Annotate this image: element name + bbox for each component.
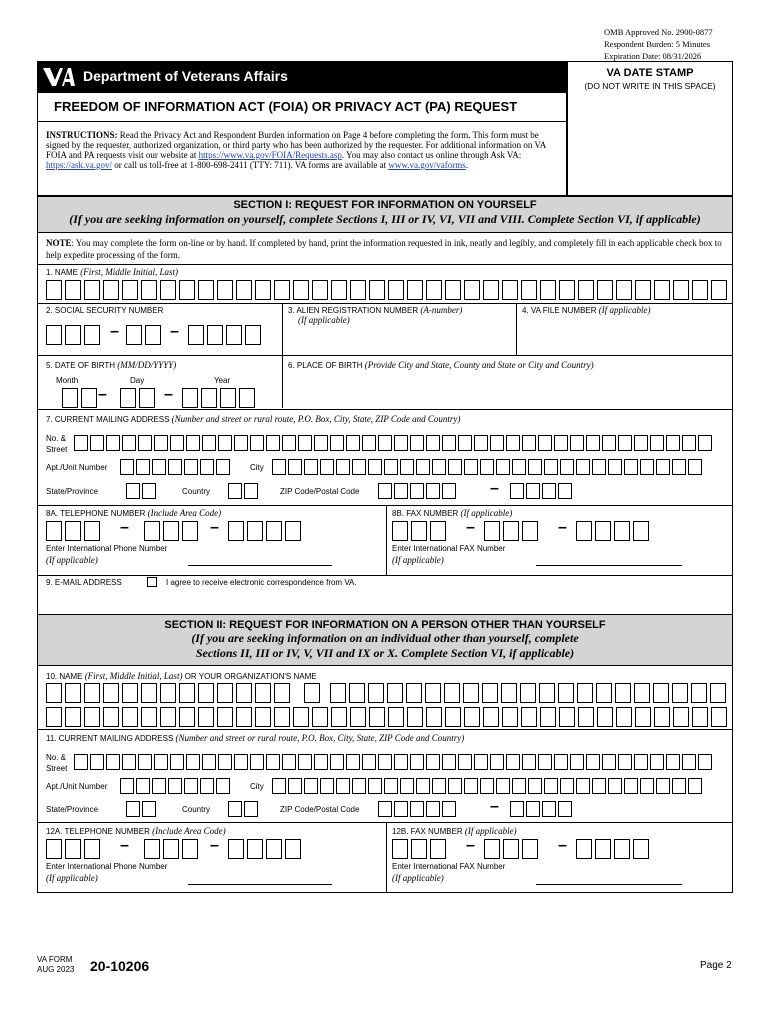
address2-label: 11. CURRENT MAILING ADDRESS (Number and street or rural route, P.O. Box, City, State, ZIP Code and Country) <box>46 733 465 743</box>
instructions-text3: or call us toll-free at 1-800-698-2411 (TTY: 711). VA forms are available at <box>112 160 389 170</box>
alien-label: 3. ALIEN REGISTRATION NUMBER (A-number) (If applicable) <box>288 305 463 325</box>
section1-heading: SECTION I: REQUEST FOR INFORMATION ON YOURSELF <box>233 199 537 211</box>
email-consent-checkbox[interactable] <box>147 577 157 587</box>
phone2-label: 12A. TELEPHONE NUMBER (Include Area Code) <box>46 826 226 836</box>
fax2-area[interactable] <box>392 839 449 859</box>
intl-phone-input[interactable] <box>188 565 332 566</box>
section2-heading: SECTION II: REQUEST FOR INFORMATION ON A PERSON OTHER THAN YOURSELF <box>164 619 606 631</box>
apt-input[interactable] <box>120 459 232 479</box>
fax-line[interactable] <box>576 521 652 541</box>
footer-form-label <box>37 955 74 975</box>
dob-year[interactable] <box>182 388 258 408</box>
day-label: Day <box>130 376 145 385</box>
pob-label: 6. PLACE OF BIRTH (Provide City and State, County and State or City and Country) <box>288 360 594 370</box>
fax2-label: 12B. FAX NUMBER (If applicable) <box>392 826 517 836</box>
section2-header <box>38 614 732 666</box>
year-label: Year <box>214 376 231 385</box>
page-number: Page 2 <box>700 960 732 971</box>
department-name: Department of Veterans Affairs <box>83 68 288 84</box>
street2-label: No. & Street <box>46 753 68 773</box>
name-input[interactable] <box>46 280 730 300</box>
intl-fax-ifapp: (If applicable) <box>392 555 444 565</box>
country2-input[interactable] <box>228 801 260 821</box>
state2-label: State/Province <box>46 805 99 814</box>
expiration-date: Expiration Date: 08/31/2026 <box>604 51 702 61</box>
footer-form-number: 20-10206 <box>90 958 150 974</box>
omb-number: OMB Approved No. 2900-0877 <box>604 27 713 37</box>
form-title: FREEDOM OF INFORMATION ACT (FOIA) OR PRIVACY ACT (PA) REQUEST <box>37 93 567 122</box>
name2-input-first[interactable] <box>46 683 293 703</box>
ssn-label: 2. SOCIAL SECURITY NUMBER <box>46 306 164 315</box>
fax-area[interactable] <box>392 521 449 541</box>
va-header-bar <box>37 61 567 93</box>
phone-label: 8A. TELEPHONE NUMBER (Include Area Code) <box>46 508 222 518</box>
zip2-label: ZIP Code/Postal Code <box>280 805 360 814</box>
respondent-burden: Respondent Burden: 5 Minutes <box>604 39 711 49</box>
org-name-input[interactable] <box>46 707 730 727</box>
footer-va-form: VA FORM <box>37 955 73 964</box>
zip-label: ZIP Code/Postal Code <box>280 487 360 496</box>
intl-fax-label: Enter International FAX Number <box>392 544 506 553</box>
instructions-text4: . <box>465 160 468 170</box>
ssn-part3[interactable] <box>188 325 264 345</box>
phone2-line[interactable] <box>228 839 304 859</box>
ssn-part2[interactable] <box>126 325 164 345</box>
city2-input[interactable] <box>272 778 704 798</box>
intl-phone-ifapp: (If applicable) <box>46 555 98 565</box>
email-consent-label: I agree to receive electronic correspondence from VA. <box>166 578 357 587</box>
va-file-label: 4. VA FILE NUMBER (If applicable) <box>522 305 651 315</box>
instructions-label: INSTRUCTIONS: <box>46 130 118 140</box>
va-logo-icon <box>41 65 75 89</box>
dob-day[interactable] <box>120 388 158 408</box>
address-label: 7. CURRENT MAILING ADDRESS (Number and street or rural route, P.O. Box, City, State, ZIP Code and Country) <box>46 414 461 424</box>
city-input[interactable] <box>272 459 704 479</box>
country2-label: Country <box>182 805 211 814</box>
street-label: No. & Street <box>46 434 68 454</box>
note-text: : You may complete the form on-line or by hand. If completed by hand, print the information requested in ink, neatly and legibly, and completely fill in each applicable check box to help expedite processing of the form. <box>46 238 722 260</box>
va-date-stamp-box <box>567 61 733 196</box>
state2-input[interactable] <box>126 801 158 821</box>
form-body: SECTION I: REQUEST FOR INFORMATION ON YOURSELF (If you are seeking information on yourself, complete Sections I, III or IV, VI, VII and VIII. Complete Section VI, if applicable) NOTE: You may complete the form on-line or by hand. If completed by hand, print the information requested in ink, neatly and legibly, and completely fill in each applicable check box to help expedite processing of the form. 1. NAME (First, Middle Initial, Last) 2. SOCIAL SECURITY NUMBER – – 3. ALIEN REGISTRATION NUMBER (A-number) (If applicable) 4. VA FILE NUMBER (If applicable) 5. DATE OF BIRTH (MM/DD/YYYY) Month Day Year – – 6. PLACE OF BIRTH (Provide City and State, County and State or City and Country) 7. CURRENT MAILING ADDRESS (Number and street or rural route, P.O. Box, City, State, ZIP Code and Country) No. & Street Apt./Unit Number City State/Province Country ZIP Code/Postal Code – 8A. TELEPHONE NUMBER (Include Area Code) – – Enter International Phone Number (If applicable) 8B. FAX NUMBER (If applicable) – – Enter International FAX Number (If applicable) 9. E-MAIL ADDRESS I agree to receive electronic correspondence from VA. SECTION II: REQUEST FOR INFORMATION ON A PERSON OTHER THAN YOURSELF (If you are seeking information on an individual other than yourself, complete Sections II, III or IV, V, VII and IX or X. Complete Section VI, if applicable) 10. NAME (First, Middle Initial, Last) OR YOUR ORGANIZATION'S NAME 11. CURRENT MAILING ADDRESS (Number and street or rural route, P.O. Box, City, State, ZIP Code and Country) No. & Street Apt./Unit Number City State/Province Country ZIP Code/Postal Code – 12A. TELEPHONE NUMBER (Include Area Code) – – Enter International Phone Number (If applicable) 12B. FAX NUMBER (If applicable) – – Enter International FAX Number (If applicable) <box>37 196 733 893</box>
note-label: NOTE <box>46 238 72 248</box>
name2-input-last[interactable] <box>330 683 729 703</box>
omb-info <box>604 26 713 62</box>
country-label: Country <box>182 487 211 496</box>
va-forms-link[interactable]: www.va.gov/vaforms <box>388 160 466 170</box>
note <box>46 237 726 261</box>
phone-area[interactable] <box>46 521 103 541</box>
email-label: 9. E-MAIL ADDRESS <box>46 578 122 587</box>
fax-prefix[interactable] <box>484 521 541 541</box>
intl-fax2-input[interactable] <box>536 884 682 885</box>
name2-input-mi[interactable] <box>304 683 323 703</box>
phone2-area[interactable] <box>46 839 103 859</box>
ask-va-link[interactable]: https://ask.va.gov/ <box>46 160 112 170</box>
fax-label: 8B. FAX NUMBER (If applicable) <box>392 508 513 518</box>
dob-month[interactable] <box>62 388 100 408</box>
zip-input[interactable] <box>378 483 458 503</box>
country-input[interactable] <box>228 483 260 503</box>
intl-phone2-input[interactable] <box>188 884 332 885</box>
intl-fax-input[interactable] <box>536 565 682 566</box>
instructions-text1: Read the Privacy Act and Respondent Burden information on Page 4 before completing the form. This form must be signed by the requester, authorized organization, or third party who has been authorized by the requester. For additional information on VA FOIA and PA requests visit our website at <box>46 130 546 160</box>
fax2-prefix[interactable] <box>484 839 541 859</box>
stamp-title: VA DATE STAMP <box>606 67 694 79</box>
phone-line[interactable] <box>228 521 304 541</box>
zip2-ext-input[interactable] <box>510 801 574 821</box>
month-label: Month <box>56 376 79 385</box>
apt-label: Apt./Unit Number <box>46 463 108 472</box>
apt2-label: Apt./Unit Number <box>46 782 108 791</box>
zip2-input[interactable] <box>378 801 458 821</box>
apt2-input[interactable] <box>120 778 232 798</box>
zip-ext-input[interactable] <box>510 483 574 503</box>
foia-link[interactable]: https://www.va.gov/FOIA/Requests.asp <box>198 150 342 160</box>
instructions <box>37 122 567 196</box>
intl-phone2-ifapp: (If applicable) <box>46 873 98 883</box>
section2-sub2: Sections II, III or IV, V, VII and IX or X. Complete Section VI, if applicable) <box>195 646 575 660</box>
instructions-text2: . You may also contact us online through Ask VA: <box>341 150 522 160</box>
city-label: City <box>250 463 264 472</box>
phone2-prefix[interactable] <box>144 839 201 859</box>
section1-sub: (If you are seeking information on yourself, complete Sections I, III or IV, VI, VII and VIII. Complete Section VI, if applicable) <box>69 212 701 226</box>
intl-fax2-ifapp: (If applicable) <box>392 873 444 883</box>
city2-label: City <box>250 782 264 791</box>
intl-phone-label: Enter International Phone Number <box>46 544 168 553</box>
dob-label: 5. DATE OF BIRTH (MM/DD/YYYY) <box>46 360 177 370</box>
ssn-part1[interactable] <box>46 325 103 345</box>
section2-sub1: (If you are seeking information on an individual other than yourself, complete <box>191 631 579 645</box>
name2-label: 10. NAME (First, Middle Initial, Last) OR YOUR ORGANIZATION'S NAME <box>46 671 317 681</box>
name-label: 1. NAME (First, Middle Initial, Last) <box>46 267 178 277</box>
intl-phone2-label: Enter International Phone Number <box>46 862 168 871</box>
state-input[interactable] <box>126 483 158 503</box>
footer-date: AUG 2023 <box>37 965 75 974</box>
state-label: State/Province <box>46 487 99 496</box>
street-input[interactable] <box>74 435 714 455</box>
street2-input[interactable] <box>74 754 714 774</box>
stamp-note: (DO NOT WRITE IN THIS SPACE) <box>584 81 716 91</box>
phone-prefix[interactable] <box>144 521 201 541</box>
section1-header <box>38 197 732 233</box>
intl-fax2-label: Enter International FAX Number <box>392 862 506 871</box>
fax2-line[interactable] <box>576 839 652 859</box>
